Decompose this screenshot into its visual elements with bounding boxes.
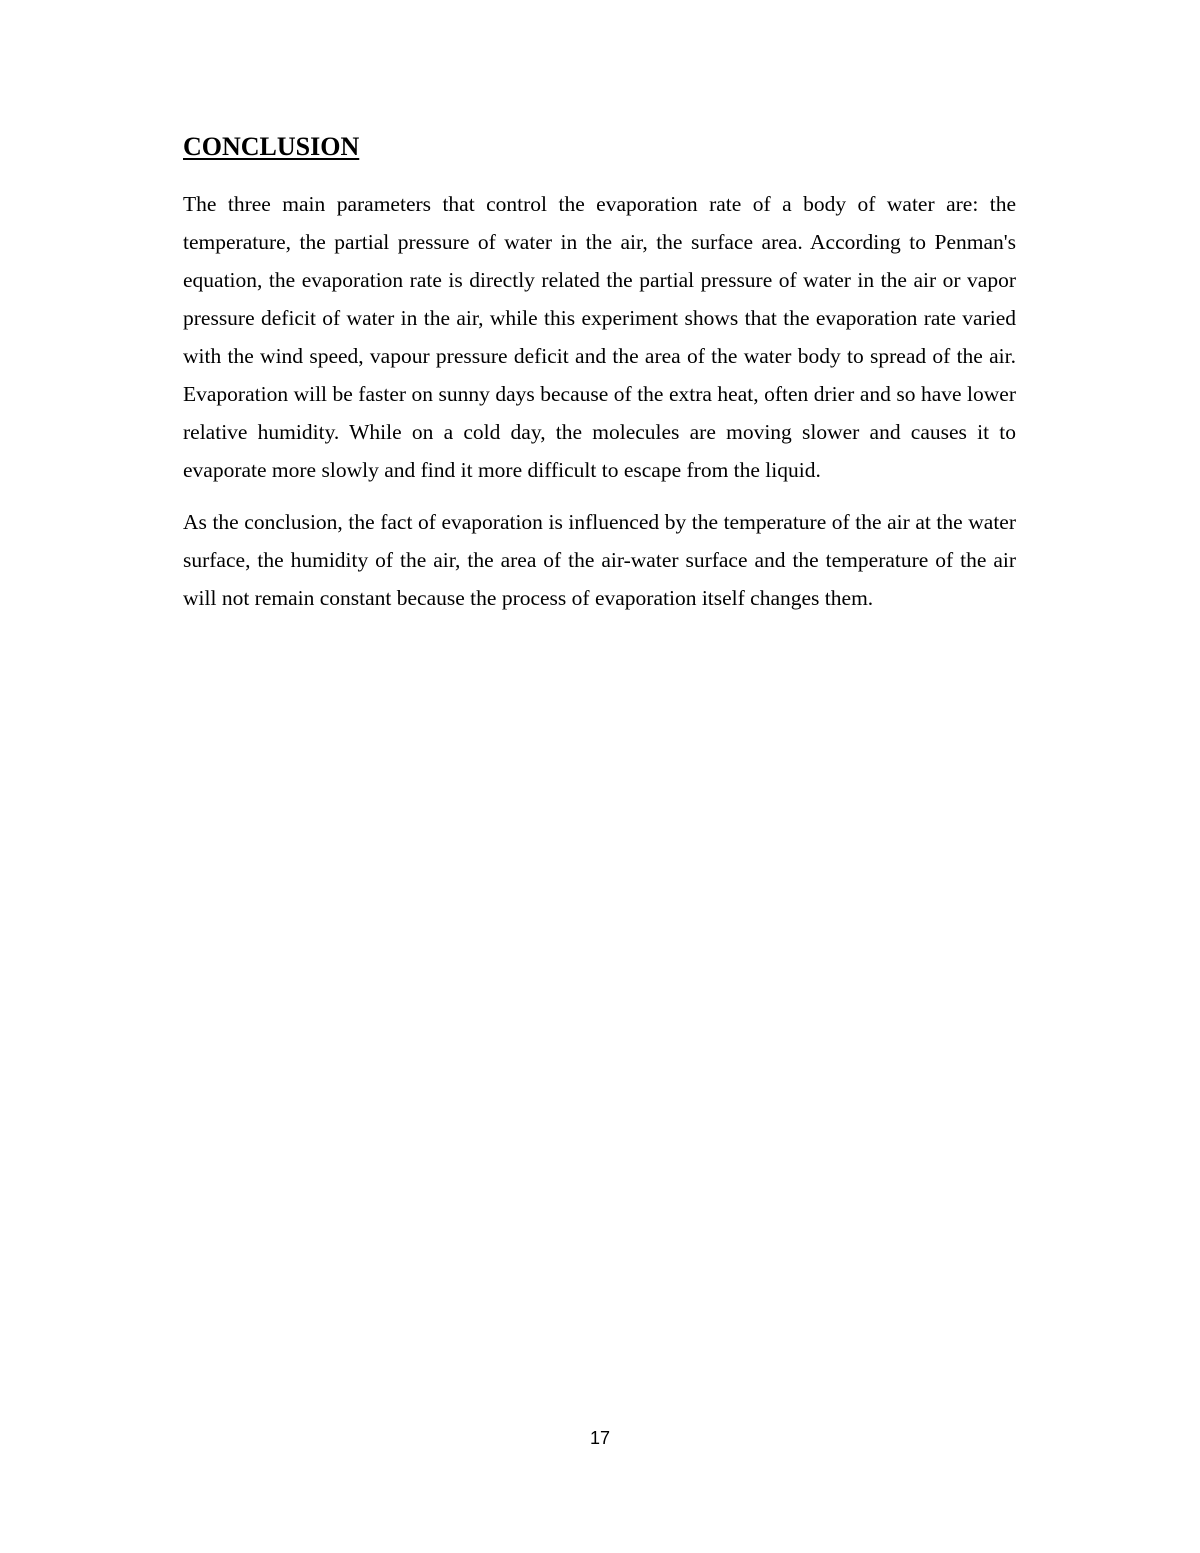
paragraph-1: The three main parameters that control the evaporation rate of a body of water are: the temperature, the partial pressure of water in the air, the surface area. According to Penman's equation, the evaporation rate is directly related the partial pressure of water in the air or vapor pressure deficit of water in the air, while this experiment shows that the evaporation rate varied with the wind speed, vapour pressure deficit and the area of the water body to spread of the air. Evaporation will be faster on sunny days because of the extra heat, often drier and so have lower relative humidity. While on a cold day, the molecules are moving slower and causes it to evaporate more slowly and find it more difficult to escape from the liquid. <box>183 192 1016 482</box>
page-number: 17 <box>589 1428 611 1448</box>
page-content <box>183 128 1016 631</box>
paragraph-2: As the conclusion, the fact of evaporation is influenced by the temperature of the air at the water surface, the humidity of the air, the area of the air-water surface and the temperature of the air will not remain constant because the process of evaporation itself changes them. <box>183 510 1016 610</box>
section-heading: CONCLUSION <box>183 132 360 161</box>
